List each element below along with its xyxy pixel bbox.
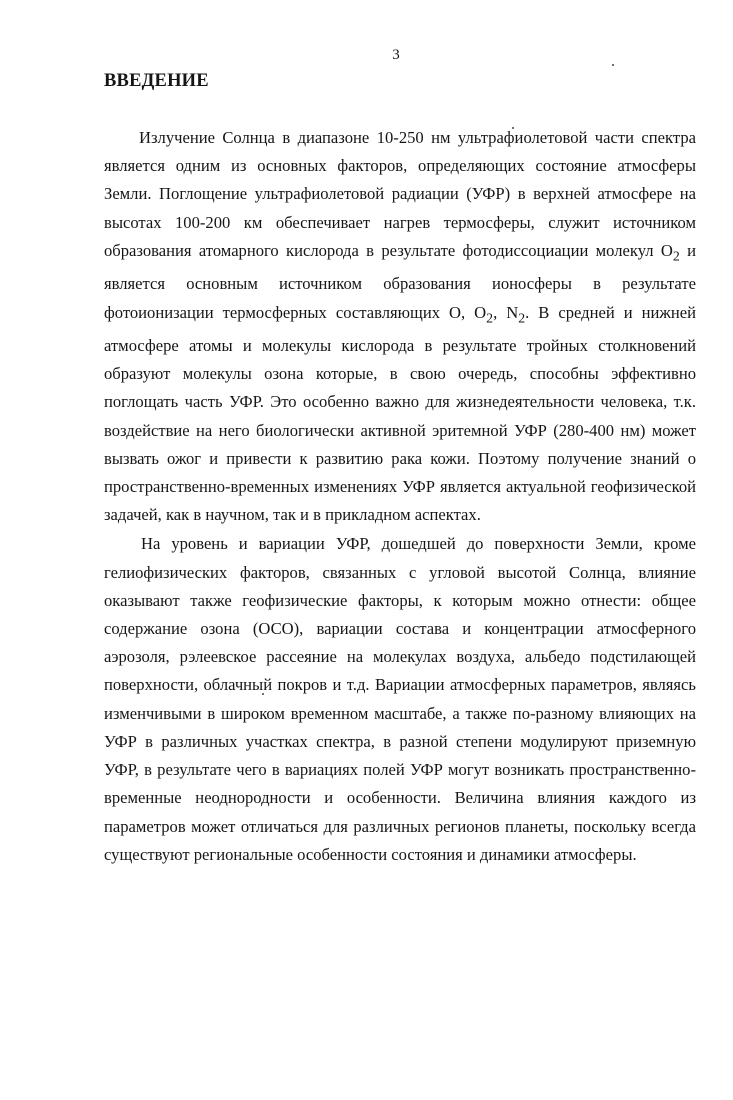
subscript: 2 [486,309,494,325]
sentence: . В средней и нижней атмосфере атомы и молекулы кислорода в результате тройных столкновений образуют молекулы озона которые, в свою очередь, способны эффективно поглощать часть УФР. Это особенно важно для жизнедеятельности человека, т.к. воздействие на него биологически активной эритемной УФР (280-400 нм) может вызвать ожог и привести к развитию рака кожи. Поэтому получение знаний о пространственно-временных изменениях УФР является актуальной геофизической задачей, как в научном, так и в прикладном аспектах. [104,302,697,525]
subscript: 2 [518,309,526,325]
page-number: 3 [392,47,400,63]
sentence: и является основным источником образования ионосферы в результате фотоионизации термосферных составляющих O, O [104,240,697,322]
body-text [104,124,696,869]
section-heading: ВВЕДЕНИЕ [104,71,209,91]
subscript: 2 [672,248,680,264]
paragraph-factors: На уровень и вариации УФР, дошедшей до поверхности Земли, кроме гелиофизических факторов, связанных с угловой высотой Солнца, влияние оказывают также геофизические факторы, к которым можно отнести: общее содержание озона (ОСО), вариации состава и концентрации атмосферного аэрозоля, рэлеевское рассеяние на молекулах воздуха, альбедо подстилающей поверхности, облачный покров и т.д. Вариации атмосферных параметров, являясь изменчивыми в широком временном масштабе, а также по-разному влияющих на УФР в различных участках спектра, в разной степени модулируют приземную УФР, в результате чего в вариациях полей УФР могут возникать пространственно-временные неоднородности и особенности. Величина влияния каждого из параметров может отличаться для различных регионов планеты, поскольку всегда существуют региональные особенности состояния и динамики атмосферы. [104,534,696,864]
paragraph-intro [104,124,696,529]
scan-speck [612,64,614,66]
sentence: , N [493,302,519,322]
sentence: Поглощение ультрафиолетовой радиации (УФР) в верхней атмосфере на высотах 100-200 км обеспечивает нагрев термосферы, служит источником образования атомарного кислорода в результате фотодиссоциации молекул O [104,184,696,260]
sentence: Излучение Солнца в диапазоне 10-250 нм ультрафиолетовой части спектра является одним из основных факторов, определяющих состояние атмосферы Земли. [104,128,696,204]
